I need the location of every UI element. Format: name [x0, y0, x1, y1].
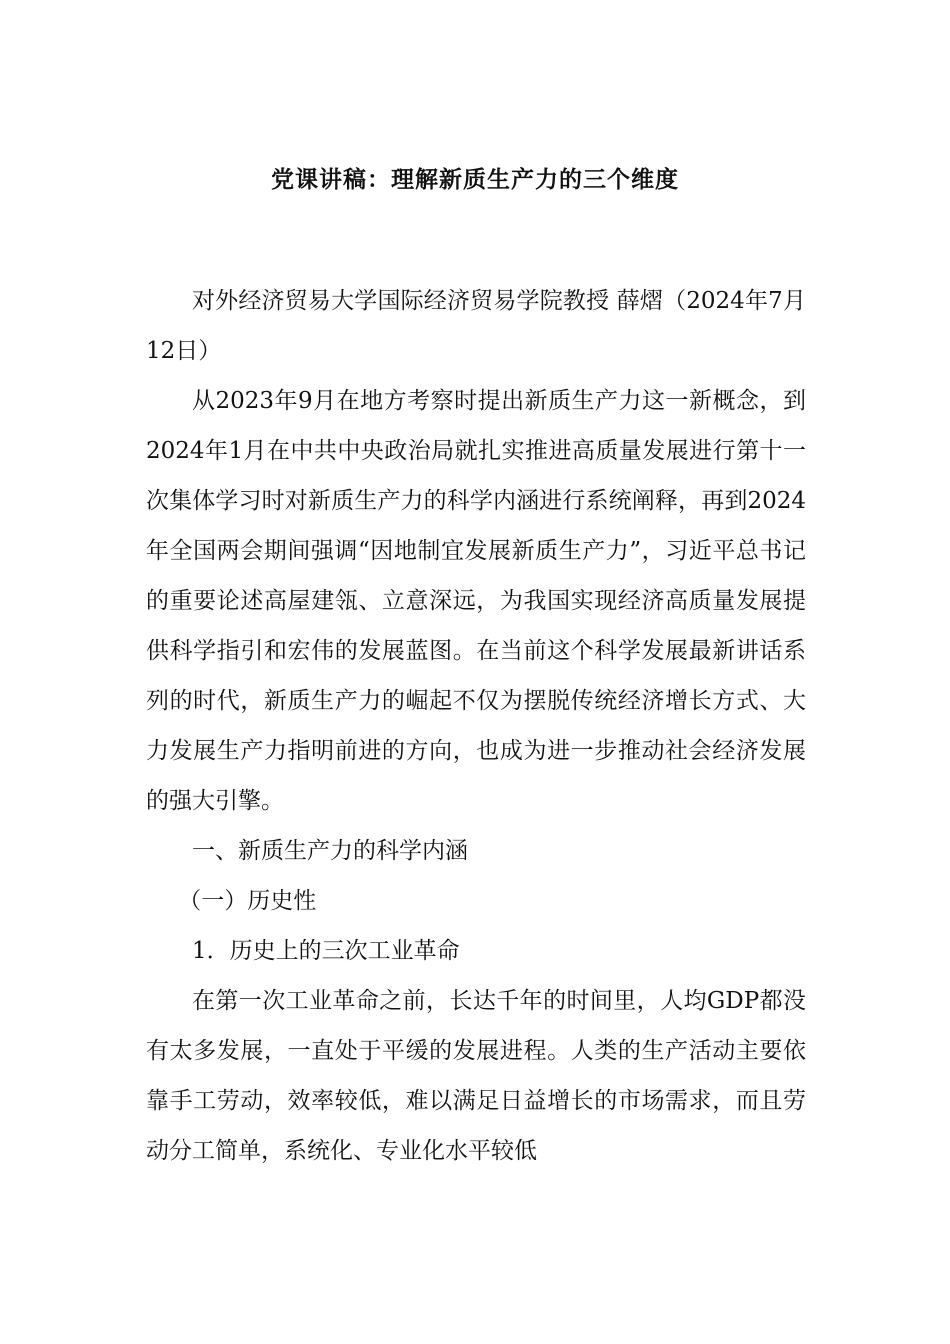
document-title: 党课讲稿：理解新质生产力的三个维度: [271, 166, 679, 193]
section-heading: 一、新质生产力的科学内涵: [192, 838, 468, 864]
byline: 对外经济贸易大学国际经济贸易学院教授 薛熠（2024年7月12日）: [146, 288, 806, 364]
item-heading: 1．历史上的三次工业革命: [192, 938, 460, 964]
document-body: [146, 276, 806, 1176]
body-paragraph: 从2023年9月在地方考察时提出新质生产力这一新概念，到2024年1月在中共中央政治局就扎实推进高质量发展进行第十一次集体学习时对新质生产力的科学内涵进行系统阐释，再到2024年全国两会期间强调“因地制宜发展新质生产力”，习近平总书记的重要论述高屋建瓴、立意深远，为我国实现经济高质量发展提供科学指引和宏伟的发展蓝图。在当前这个科学发展最新讲话系列的时代，新质生产力的崛起不仅为摆脱传统经济增长方式、大力发展生产力指明前进的方向，也成为进一步推动社会经济发展的强大引擎。: [146, 388, 806, 814]
body-paragraph: 在第一次工业革命之前，长达千年的时间里，人均GDP都没有太多发展，一直处于平缓的发展进程。人类的生产活动主要依靠手工劳动，效率较低，难以满足日益增长的市场需求，而且劳动分工简单，系统化、专业化水平较低: [146, 988, 806, 1164]
subsection-heading: （一）历史性: [178, 888, 317, 914]
